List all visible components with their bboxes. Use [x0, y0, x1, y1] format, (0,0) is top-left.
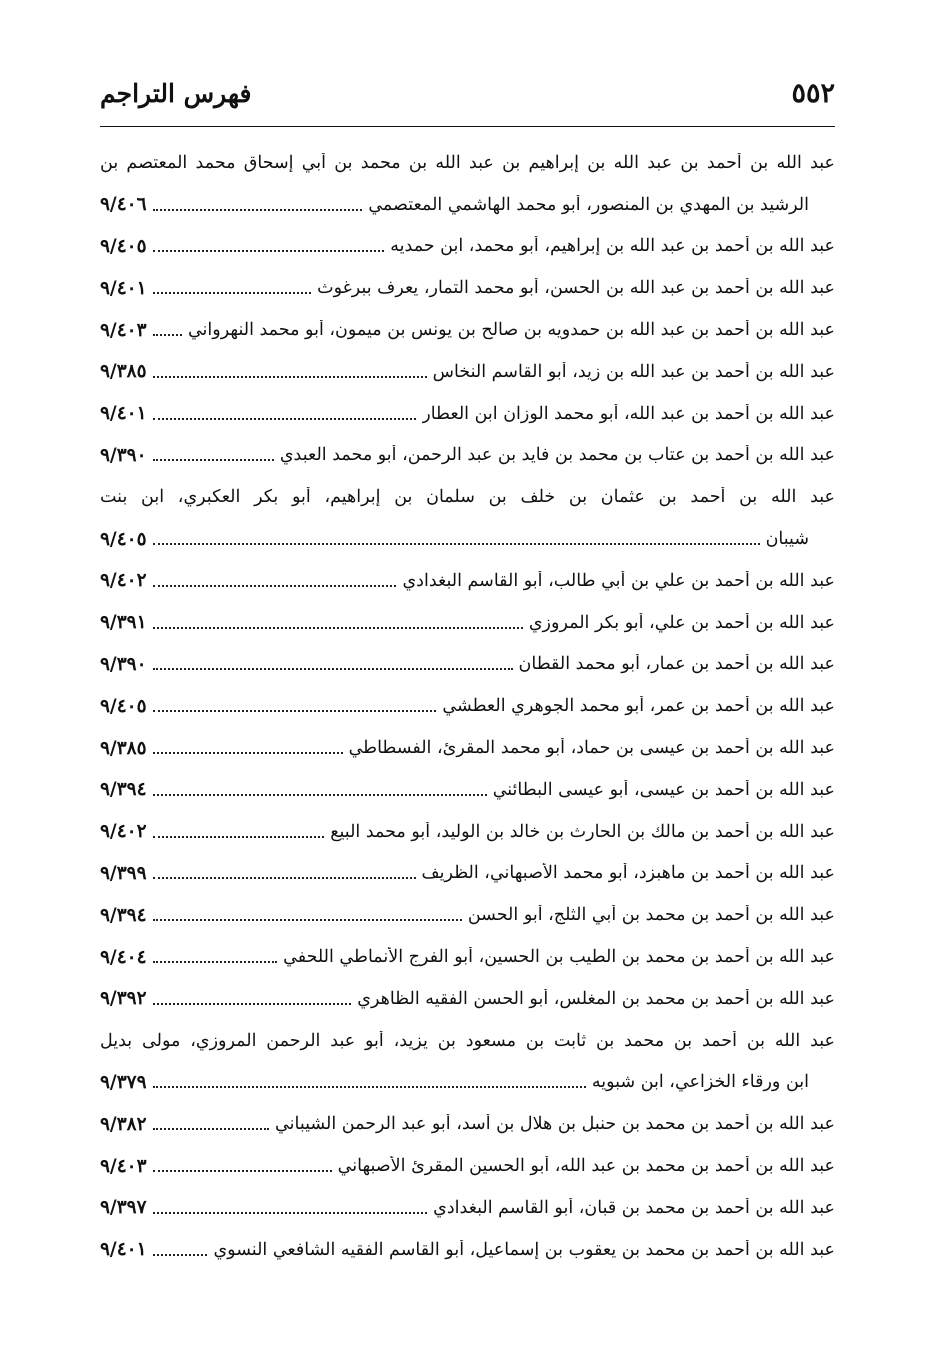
entry-name: عبد الله بن أحمد بن علي، أبو بكر المروزي — [528, 612, 835, 633]
index-entry — [100, 769, 835, 811]
volume-page-reference: ٩/٤٠٥ — [100, 528, 147, 550]
index-entry — [100, 393, 835, 435]
entry-name: عبد الله بن أحمد بن عمر، أبو محمد الجوهري العطشي — [442, 696, 835, 717]
dot-leader — [153, 1003, 352, 1005]
entry-name: عبد الله بن أحمد بن عثمان بن خلف بن سلمان بن إبراهيم، أبو بكر العكبري، ابن بنت — [100, 487, 835, 508]
entry-name: شيبان — [765, 529, 809, 550]
index-entry — [100, 560, 835, 602]
entry-name: عبد الله بن أحمد بن عيسى، أبو عيسى البطائني — [492, 779, 835, 800]
index-entry — [100, 727, 835, 769]
index-entry — [100, 1145, 835, 1187]
page-number: ٥٥٢ — [791, 78, 835, 109]
volume-page-reference: ٩/٣٩٢ — [100, 988, 147, 1010]
dot-leader — [153, 1086, 586, 1088]
entry-name: عبد الله بن أحمد بن محمد بن حنبل بن هلال بن أسد، أبو عبد الرحمن الشيباني — [275, 1114, 835, 1135]
volume-page-reference: ٩/٤٠٥ — [100, 695, 147, 717]
index-entry — [100, 226, 835, 268]
index-entry-continuation — [100, 518, 835, 560]
volume-page-reference: ٩/٣٨٢ — [100, 1113, 147, 1135]
dot-leader — [153, 877, 416, 879]
volume-page-reference: ٩/٤٠١ — [100, 277, 147, 299]
entry-name: الرشيد بن المهدي بن المنصور، أبو محمد الهاشمي المعتصمي — [368, 194, 809, 215]
index-entry — [100, 602, 835, 644]
index-entry — [100, 1020, 835, 1062]
entry-name: عبد الله بن أحمد بن محمد بن ثابت بن مسعود بن يزيد، أبو عبد الرحمن المروزي، مولى بديل — [100, 1030, 835, 1051]
page-header — [100, 74, 835, 114]
dot-leader — [153, 1254, 208, 1256]
dot-leader — [153, 752, 343, 754]
dot-leader — [153, 334, 182, 336]
volume-page-reference: ٩/٣٩١ — [100, 612, 147, 634]
entry-name: عبد الله بن أحمد بن ماهبزد، أبو محمد الأصبهاني، الظريف — [421, 863, 835, 884]
page-title: فهرس التراجم — [100, 79, 252, 108]
entry-name: عبد الله بن أحمد بن عتاب بن محمد بن فايد بن عبد الرحمن، أبو محمد العبدي — [279, 445, 835, 466]
entry-name: عبد الله بن أحمد بن عيسى بن حماد، أبو محمد المقرئ، الفسطاطي — [348, 738, 835, 759]
entry-name: عبد الله بن أحمد بن محمد بن قبان، أبو القاسم البغدادي — [433, 1197, 835, 1218]
volume-page-reference: ٩/٤٠٥ — [100, 235, 147, 257]
index-entry-continuation — [100, 1062, 835, 1104]
volume-page-reference: ٩/٣٨٥ — [100, 737, 147, 759]
dot-leader — [153, 1170, 332, 1172]
entry-name: عبد الله بن أحمد بن عبد الله بن الحسن، أبو محمد التمار، يعرف ببرغوث — [317, 278, 835, 299]
volume-page-reference: ٩/٣٧٩ — [100, 1071, 147, 1093]
volume-page-reference: ٩/٣٩٩ — [100, 862, 147, 884]
dot-leader — [153, 794, 487, 796]
dot-leader — [153, 376, 427, 378]
index-entry — [100, 853, 835, 895]
dot-leader — [153, 585, 397, 587]
volume-page-reference: ٩/٤٠٢ — [100, 570, 147, 592]
dot-leader — [153, 459, 274, 461]
index-entry — [100, 894, 835, 936]
dot-leader — [153, 710, 437, 712]
index-entry — [100, 1229, 835, 1271]
volume-page-reference: ٩/٤٠٦ — [100, 194, 147, 216]
dot-leader — [153, 292, 312, 294]
dot-leader — [153, 418, 417, 420]
volume-page-reference: ٩/٣٩٧ — [100, 1197, 147, 1219]
dot-leader — [153, 919, 462, 921]
dot-leader — [153, 209, 363, 211]
dot-leader — [153, 627, 523, 629]
volume-page-reference: ٩/٤٠٣ — [100, 1155, 147, 1177]
header-rule — [100, 126, 835, 127]
index-entry-continuation — [100, 184, 835, 226]
dot-leader — [153, 836, 325, 838]
index-entry — [100, 685, 835, 727]
index-entry — [100, 142, 835, 184]
entry-name: عبد الله بن أحمد بن علي بن أبي طالب، أبو القاسم البغدادي — [402, 570, 835, 591]
entry-name: عبد الله بن أحمد بن محمد بن الطيب بن الحسين، أبو الفرج الأنماطي اللحفي — [283, 947, 835, 968]
index-entry — [100, 351, 835, 393]
entry-name: عبد الله بن أحمد بن محمد بن أبي الثلج، أبو الحسن — [467, 905, 835, 926]
index-entry — [100, 267, 835, 309]
index-entry — [100, 644, 835, 686]
entry-name: عبد الله بن أحمد بن عبد الله، أبو محمد الوزان ابن العطار — [422, 403, 835, 424]
volume-page-reference: ٩/٤٠٣ — [100, 319, 147, 341]
entry-name: عبد الله بن أحمد بن محمد بن المغلس، أبو الحسن الفقيه الظاهري — [357, 988, 835, 1009]
entry-name: عبد الله بن أحمد بن عبد الله بن حمدويه بن صالح بن يونس بن ميمون، أبو محمد النهرواني — [187, 320, 835, 341]
index-entry — [100, 936, 835, 978]
biography-index-list — [100, 142, 835, 1271]
dot-leader — [153, 250, 385, 252]
entry-name: عبد الله بن أحمد بن عبد الله بن إبراهيم، أبو محمد، ابن حمديه — [390, 236, 835, 257]
index-entry — [100, 978, 835, 1020]
entry-name: عبد الله بن أحمد بن عبد الله بن إبراهيم بن عبد الله بن محمد بن أبي إسحاق محمد المعتصم بن — [100, 152, 835, 173]
dot-leader — [153, 543, 760, 545]
index-entry — [100, 811, 835, 853]
volume-page-reference: ٩/٤٠٤ — [100, 946, 147, 968]
entry-name: عبد الله بن أحمد بن عبد الله بن زيد، أبو القاسم النخاس — [432, 361, 835, 382]
volume-page-reference: ٩/٣٩٠ — [100, 444, 147, 466]
index-entry — [100, 1103, 835, 1145]
dot-leader — [153, 668, 513, 670]
dot-leader — [153, 1128, 270, 1130]
entry-name: عبد الله بن أحمد بن محمد بن يعقوب بن إسماعيل، أبو القاسم الفقيه الشافعي النسوي — [213, 1239, 835, 1260]
index-entry — [100, 1187, 835, 1229]
volume-page-reference: ٩/٤٠٢ — [100, 821, 147, 843]
dot-leader — [153, 961, 278, 963]
volume-page-reference: ٩/٤٠١ — [100, 1239, 147, 1261]
volume-page-reference: ٩/٣٩٤ — [100, 904, 147, 926]
index-entry — [100, 435, 835, 477]
index-entry — [100, 476, 835, 518]
entry-name: عبد الله بن أحمد بن محمد بن عبد الله، أبو الحسين المقرئ الأصبهاني — [337, 1156, 835, 1177]
volume-page-reference: ٩/٣٩٠ — [100, 653, 147, 675]
dot-leader — [153, 1212, 428, 1214]
volume-page-reference: ٩/٣٨٥ — [100, 361, 147, 383]
entry-name: ابن ورقاء الخزاعي، ابن شبويه — [591, 1072, 809, 1093]
index-entry — [100, 309, 835, 351]
entry-name: عبد الله بن أحمد بن مالك بن الحارث بن خالد بن الوليد، أبو محمد البيع — [330, 821, 835, 842]
entry-name: عبد الله بن أحمد بن عمار، أبو محمد القطان — [518, 654, 835, 675]
volume-page-reference: ٩/٤٠١ — [100, 403, 147, 425]
volume-page-reference: ٩/٣٩٤ — [100, 779, 147, 801]
